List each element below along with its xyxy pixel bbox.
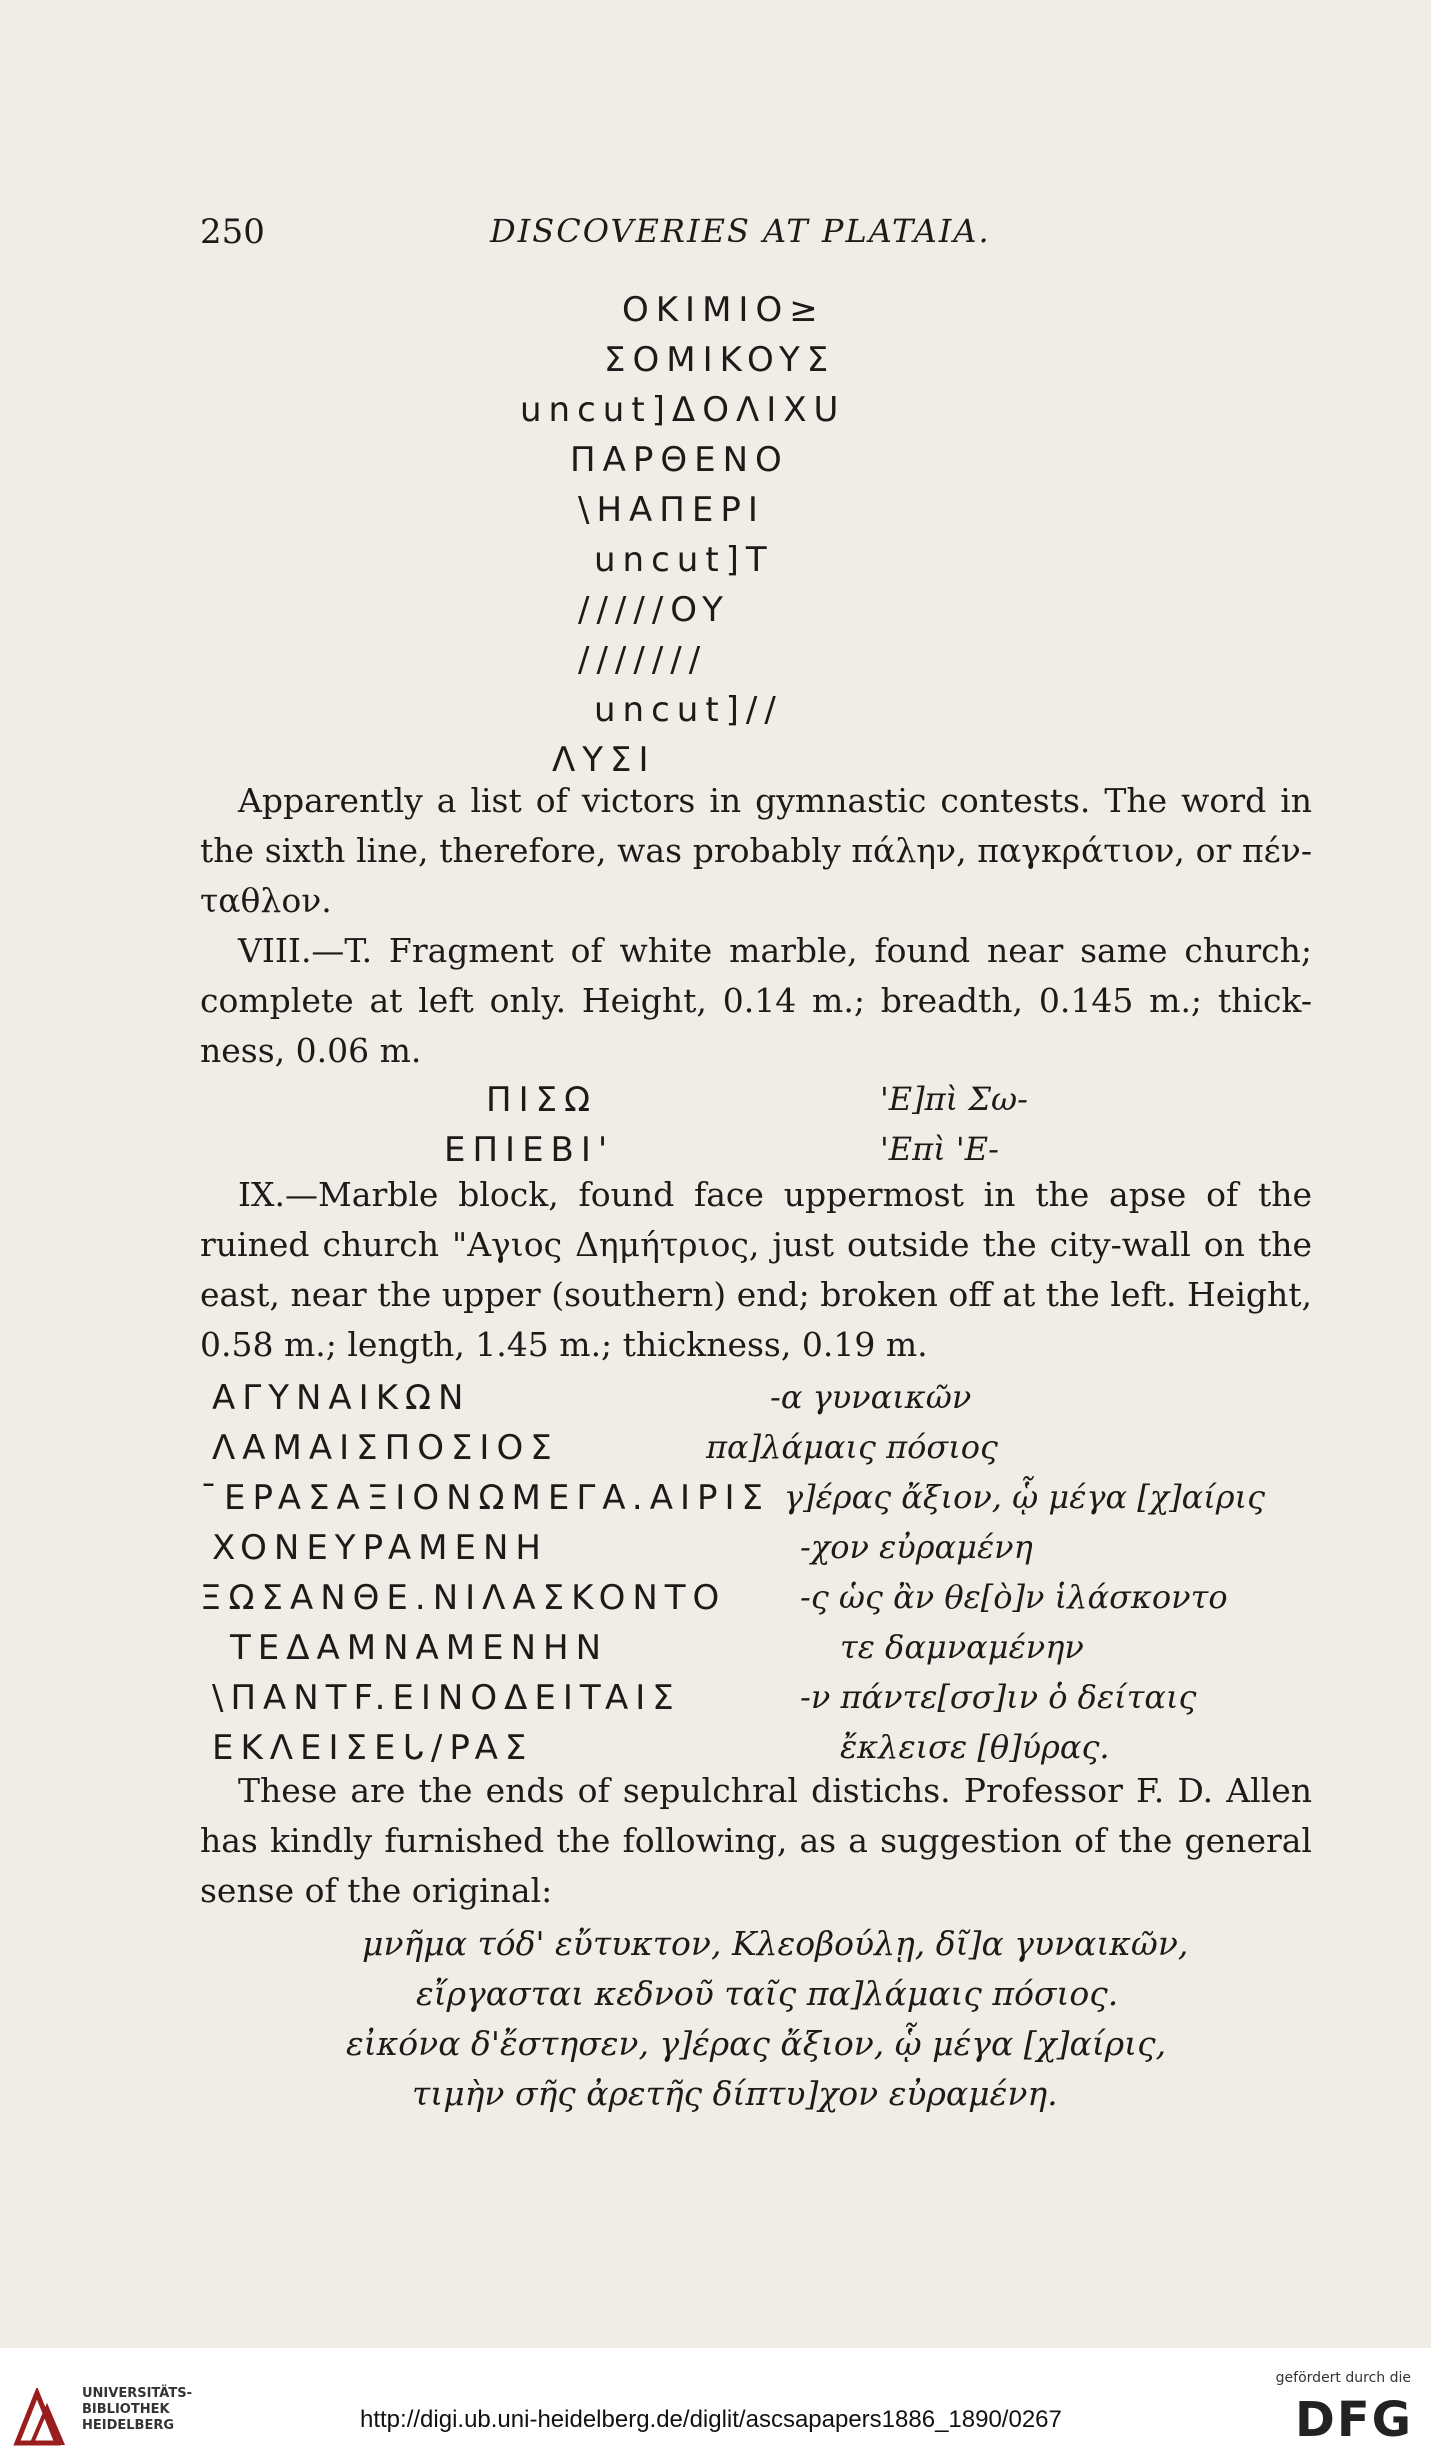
inscription-line: ¯EPAΣAΞIONΩMEΓA.AIPIΣ: [200, 1478, 771, 1518]
inscription-line: AΓYNAIKΩN: [212, 1378, 471, 1418]
inscription-line: TEΔAMNAMENHN: [230, 1628, 609, 1668]
inscription-line: uncut]//: [594, 690, 783, 730]
inscription-line: OKIMIO≥: [622, 290, 825, 330]
poem-line: τιμὴν σῆς ἀρετῆς δίπτυ]χον εὐραμένη.: [412, 2074, 1058, 2113]
paragraph-allen: These are the ends of sepulchral distichs. Professor F. D. Allen has kindly furnished the following, as a suggestion of the general sense of the original:: [200, 1771, 1312, 1910]
inscription-line: EKΛEIΣEᒐ/PAΣ: [212, 1728, 534, 1768]
inscription-line: \HAΠEPI: [578, 490, 765, 530]
inscription-line: ΛAMAIΣΠOΣIOΣ: [212, 1428, 559, 1468]
poem-line: εἰκόνα δ'ἔστησεν, γ]έρας ἄξιον, ᾧ μέγα [χ]αίρις,: [346, 2024, 1167, 2063]
inscription-line: ΛYΣI: [552, 740, 656, 780]
inscription-line: ΞΩΣANΘE.NIΛAΣKONTO: [200, 1578, 727, 1618]
paragraph-vii: Apparently a list of victors in gymnastic contests. The word in the sixth line, therefore, was probably πάλην, παγκράτιον, or πέν-ταθλον.: [200, 781, 1312, 920]
inscription-line: \ΠANTF.EINOΔEITAIΣ: [212, 1678, 681, 1718]
transcription-line: -ς ὡς ἂν θε[ὸ]ν ἱλάσκοντο: [800, 1578, 1228, 1616]
page-number: 250: [200, 212, 265, 252]
library-logo-icon: [12, 2388, 72, 2448]
transcription-line: -ν πάντε[σσ]ιν ὁ δείταις: [800, 1678, 1197, 1716]
paragraph-viii: VIII.—T. Fragment of white marble, found near same church; complete at left only. Height, 0.14 m.; breadth, 0.145 m.; thick-ness, 0.06 m.: [200, 931, 1312, 1070]
poem-line: μνῆμα τόδ' εὔτυκτον, Κλεοβούλῃ, δῖ]α γυναικῶν,: [362, 1924, 1189, 1963]
transcription-line: ἔκλεισε [θ]ύρας.: [840, 1728, 1110, 1766]
transcription-line: γ]έρας ἄξιον, ᾧ μέγα [χ]αίρις: [784, 1478, 1266, 1516]
funded-by-label: gefördert durch die: [1275, 2370, 1411, 2386]
footer-bar: [0, 2348, 1431, 2451]
inscription-line: /////OY: [578, 590, 730, 630]
transcription-line: 'Επὶ 'Ε-: [880, 1130, 999, 1168]
inscription-line: uncut]T: [594, 540, 774, 580]
transcription-line: τε δαμναμένην: [840, 1628, 1084, 1666]
inscription-line: ΠAΡΘENO: [570, 440, 789, 480]
transcription-line: -χον εὐραμένη: [800, 1528, 1033, 1566]
transcription-line: -α γυναικῶν: [770, 1378, 972, 1416]
transcription-line: 'Ε]πὶ Σω-: [880, 1080, 1028, 1118]
transcription-line: πα]λάμαις πόσιος: [706, 1428, 998, 1466]
paragraph-ix: IX.—Marble block, found face uppermost in the apse of the ruined church "Αγιος Δημήτριος, just outside the city-wall on the east, near the upper (southern) end; broken off at the left. Height, 0.58 m.; length, 1.45 m.; thickness, 0.19 m.: [200, 1175, 1312, 1364]
running-title: DISCOVERIES AT PLATAIA.: [490, 212, 991, 250]
poem-line: εἴργασται κεδνοῦ ταῖς πα]λάμαις πόσιος.: [416, 1974, 1119, 2013]
inscription-line: XONEYPAMENH: [212, 1528, 548, 1568]
page-header: [200, 212, 1310, 256]
inscription-line: ///////: [578, 640, 708, 680]
inscription-line: uncut]ΔOΛIXᑌ: [520, 390, 846, 430]
library-name-line: BIBLIOTHEK: [82, 2402, 170, 2417]
source-url[interactable]: http://digi.ub.uni-heidelberg.de/diglit/ascsapapers1886_1890/0267: [360, 2406, 1062, 2433]
library-name-line: HEIDELBERG: [82, 2418, 175, 2433]
inscription-line: ΠIΣΩ: [486, 1080, 598, 1120]
library-name: [82, 2386, 192, 2434]
library-name-line: UNIVERSITÄTS-: [82, 2386, 192, 2401]
inscription-line: ΣOMIKOYΣ: [604, 340, 836, 380]
dfg-logo: DFG: [1294, 2392, 1413, 2448]
inscription-line: EΠIEBI': [444, 1130, 615, 1170]
